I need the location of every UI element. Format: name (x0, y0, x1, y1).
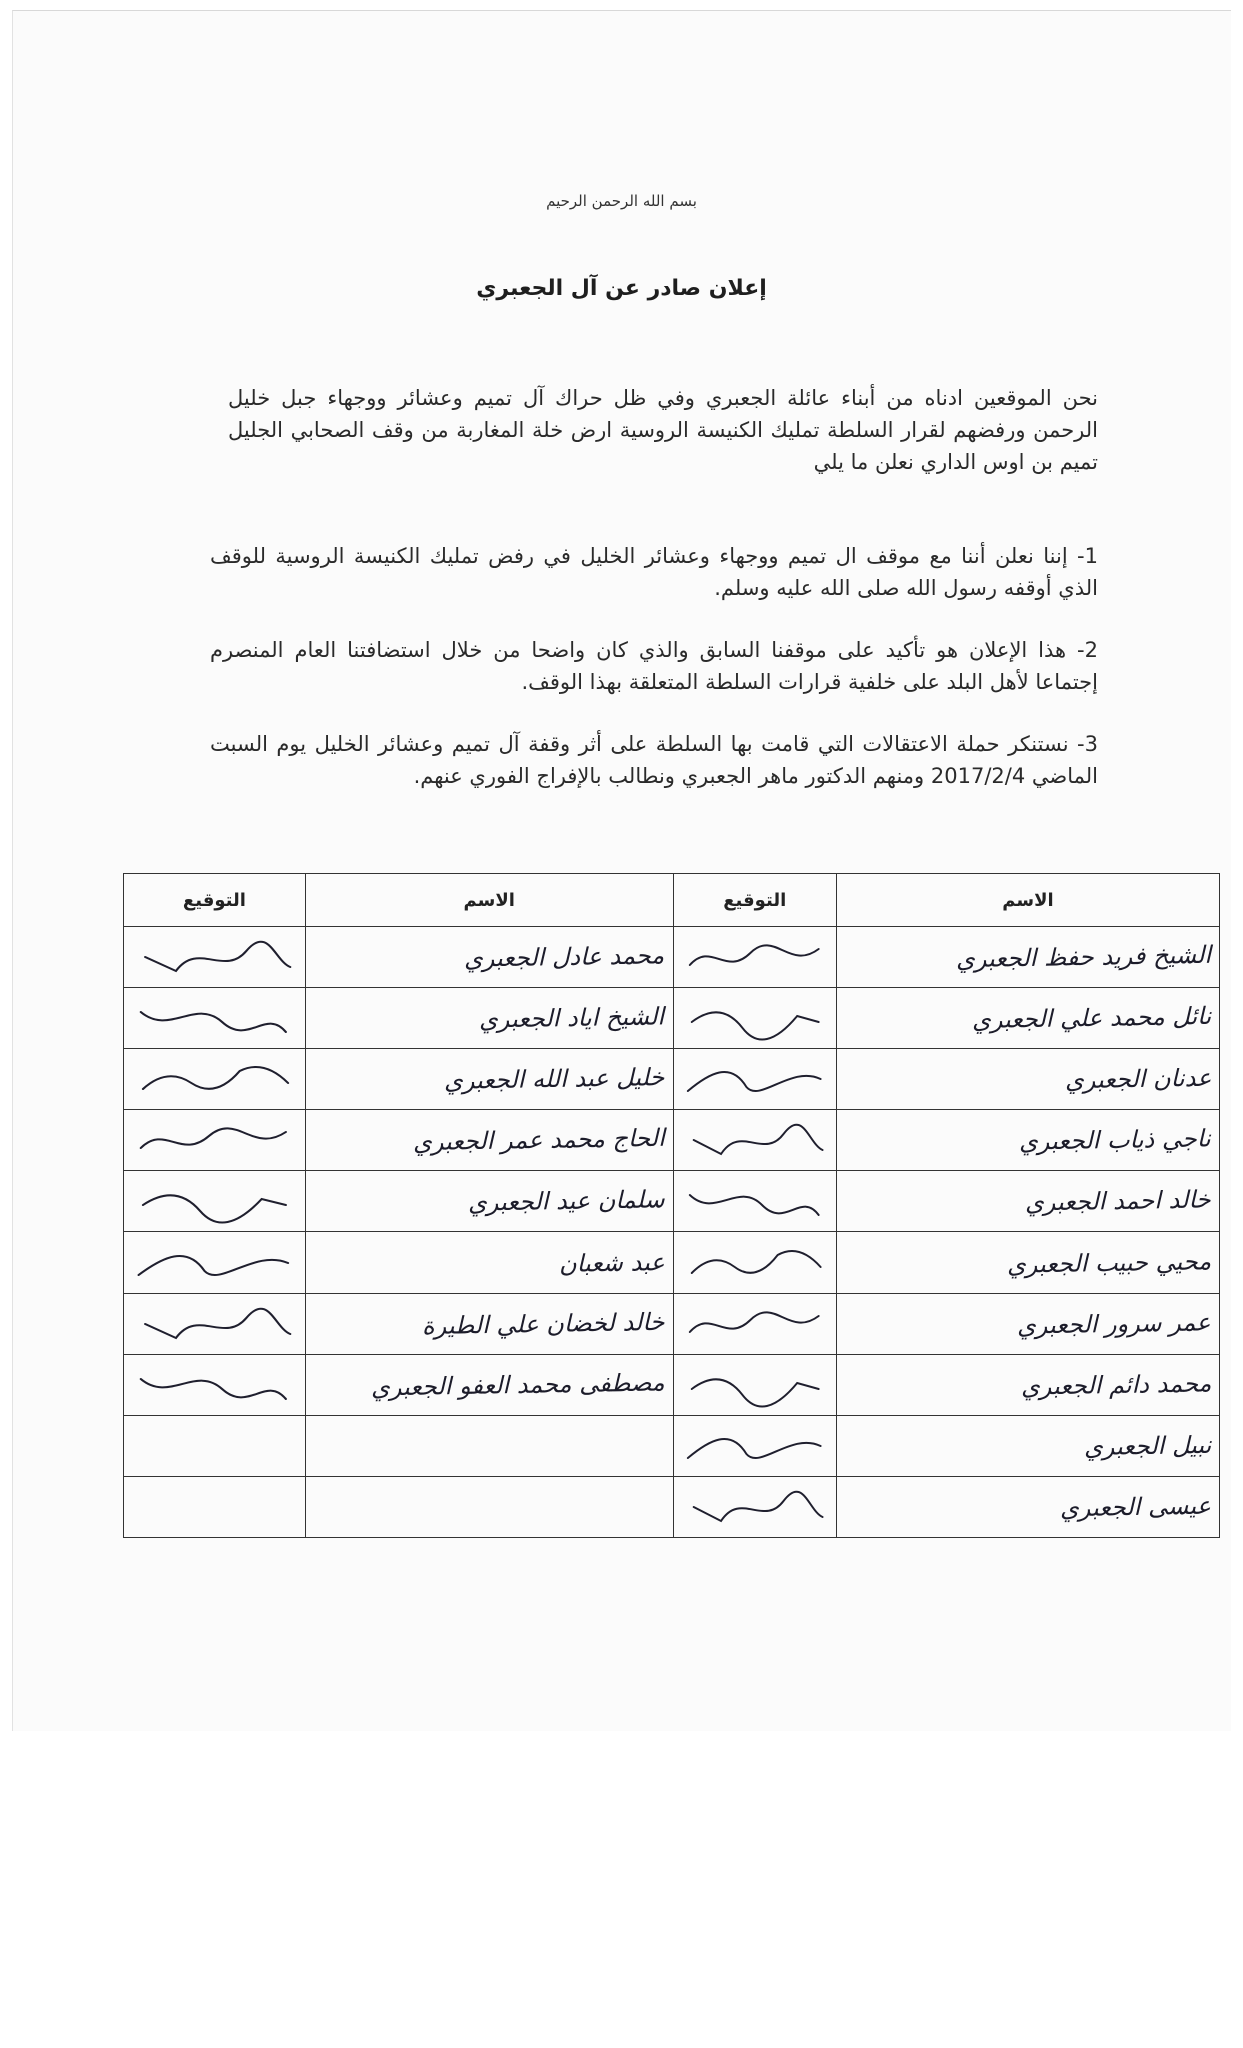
signature-left-cell (124, 1110, 306, 1171)
signer-name-right-cell (836, 1171, 1219, 1232)
signature-left-cell (124, 1415, 306, 1476)
signature-left-scribble (132, 1359, 297, 1411)
signer-name-left-cell (305, 1415, 673, 1476)
table-row (124, 1171, 1220, 1232)
signer-name-left-cell (305, 1049, 673, 1110)
signer-name-left-cell (305, 1171, 673, 1232)
signature-left-scribble (132, 1175, 297, 1227)
signer-name-right-cell (836, 927, 1219, 988)
signer-name-left: عبد شعبان (558, 1247, 665, 1278)
signer-name-right: خالد احمد الجعبري (1025, 1185, 1212, 1218)
signer-name-left-cell (305, 988, 673, 1049)
signer-name-right: نائل محمد علي الجعبري (971, 1002, 1212, 1035)
signature-right-cell (673, 1171, 836, 1232)
signature-left-cell (124, 927, 306, 988)
signature-right-cell (673, 988, 836, 1049)
signature-right-cell (673, 1232, 836, 1293)
signer-name-left-cell (305, 1110, 673, 1171)
signature-right-scribble (682, 1175, 828, 1227)
signature-right-scribble (682, 1114, 828, 1166)
signer-name-left-cell (305, 1476, 673, 1537)
signature-right-scribble (682, 1481, 828, 1533)
signer-name-right-cell (836, 1232, 1219, 1293)
signer-name-left-cell (305, 1354, 673, 1415)
intro-paragraph: نحن الموقعين ادناه من أبناء عائلة الجعبري وفي ظل حراك آل تميم وعشائر ووجهاء جبل خليل الرحمن ورفضهم لقرار السلطة تمليك الكنيسة الروسية ارض خلة المغاربة من وقف الصحابي الجليل تميم بن اوس الداري نعلن ما يلي (228, 386, 1098, 474)
signer-name-left-cell (305, 1232, 673, 1293)
signer-name-right-cell (836, 1476, 1219, 1537)
signer-name-left-cell (305, 1293, 673, 1354)
signature-left-cell (124, 1049, 306, 1110)
signature-left-scribble (132, 1237, 297, 1289)
point-1: 1- إننا نعلن أننا مع موقف ال تميم ووجهاء وعشائر الخليل في رفض تمليك الكنيسة الروسية للوقف الذي أوقفه رسول الله صلى الله عليه وسلم. (210, 544, 1098, 600)
signature-right-scribble (682, 1359, 828, 1411)
signature-right-cell (673, 1110, 836, 1171)
signer-name-left: خالد لخضان علي الطيرة (421, 1307, 665, 1340)
table-row (124, 1110, 1220, 1171)
table-header-row (124, 874, 1220, 927)
signer-name-left: الشيخ اياد الجعبري (479, 1002, 665, 1034)
signature-right-scribble (682, 992, 828, 1044)
signer-name-right: محيي حبيب الجعبري (1006, 1246, 1212, 1279)
signer-name-right: الشيخ فريد حفظ الجعبري (955, 940, 1212, 974)
signature-right-scribble (682, 1420, 828, 1472)
signer-name-right-cell (836, 1049, 1219, 1110)
signature-right-scribble (682, 931, 828, 983)
signature-right-cell (673, 1476, 836, 1537)
signer-name-right: عدنان الجعبري (1064, 1063, 1212, 1095)
signer-name-left: مصطفى محمد العفو الجعبري (370, 1368, 665, 1402)
signature-right-cell (673, 1415, 836, 1476)
table-row (124, 1476, 1220, 1537)
signature-left-cell (124, 1476, 306, 1537)
signature-left-cell (124, 988, 306, 1049)
signer-name-right-cell (836, 1110, 1219, 1171)
signature-right-cell (673, 1354, 836, 1415)
signer-name-right-cell (836, 1293, 1219, 1354)
table-row (124, 1232, 1220, 1293)
signer-name-right: محمد دائم الجعبري (1020, 1369, 1212, 1401)
table-row (124, 927, 1220, 988)
signer-name-right: نبيل الجعبري (1083, 1430, 1212, 1461)
table-row (124, 1354, 1220, 1415)
signature-left-scribble (132, 1053, 297, 1105)
signature-left-cell (124, 1354, 306, 1415)
signature-left-cell (124, 1293, 306, 1354)
signatures-table (123, 873, 1220, 1538)
header-name-left: الاسم (305, 874, 673, 927)
signature-left-scribble (132, 931, 297, 983)
signature-right-scribble (682, 1298, 828, 1350)
table-row (124, 988, 1220, 1049)
signature-right-cell (673, 1049, 836, 1110)
signer-name-right-cell (836, 988, 1219, 1049)
signer-name-right: عمر سرور الجعبري (1017, 1307, 1212, 1340)
header-signature-left: التوقيع (124, 874, 306, 927)
signer-name-left: سلمان عيد الجعبري (467, 1185, 665, 1218)
signer-name-left: خليل عبد الله الجعبري (443, 1063, 665, 1096)
document-title: إعلان صادر عن آل الجعبري (476, 276, 767, 301)
header-signature-right: التوقيع (673, 874, 836, 927)
basmala: بسم الله الرحمن الرحيم (546, 192, 697, 210)
signature-left-cell (124, 1171, 306, 1232)
table-row (124, 1293, 1220, 1354)
signer-name-right: عيسى الجعبري (1059, 1491, 1212, 1523)
signer-name-left-cell (305, 927, 673, 988)
header-name-right: الاسم (836, 874, 1219, 927)
signatures-table-body (124, 927, 1220, 1538)
signer-name-right-cell (836, 1415, 1219, 1476)
signature-left-cell (124, 1232, 306, 1293)
signature-right-cell (673, 927, 836, 988)
point-2: 2- هذا الإعلان هو تأكيد على موقفنا السابق والذي كان واضحا من خلال استضافتنا العام المنصرم إجتماعا لأهل البلد على خلفية قرارات السلطة المتعلقة بهذا الوقف. (210, 638, 1098, 694)
signature-left-scribble (132, 1114, 297, 1166)
table-row (124, 1049, 1220, 1110)
table-row (124, 1415, 1220, 1476)
signer-name-right: ناجي ذياب الجعبري (1019, 1124, 1212, 1156)
signer-name-left: الحاج محمد عمر الجعبري (412, 1124, 665, 1157)
signer-name-left: محمد عادل الجعبري (464, 941, 665, 973)
point-3: 3- نستنكر حملة الاعتقالات التي قامت بها السلطة على أثر وقفة آل تميم وعشائر الخليل يوم السبت الماضي 2017/2/4 ومنهم الدكتور ماهر الجعبري ونطالب بالإفراج الفوري عنهم. (210, 732, 1098, 788)
signature-left-scribble (132, 1298, 297, 1350)
signature-right-cell (673, 1293, 836, 1354)
signer-name-right-cell (836, 1354, 1219, 1415)
signature-right-scribble (682, 1237, 828, 1289)
signature-left-scribble (132, 992, 297, 1044)
signature-right-scribble (682, 1053, 828, 1105)
